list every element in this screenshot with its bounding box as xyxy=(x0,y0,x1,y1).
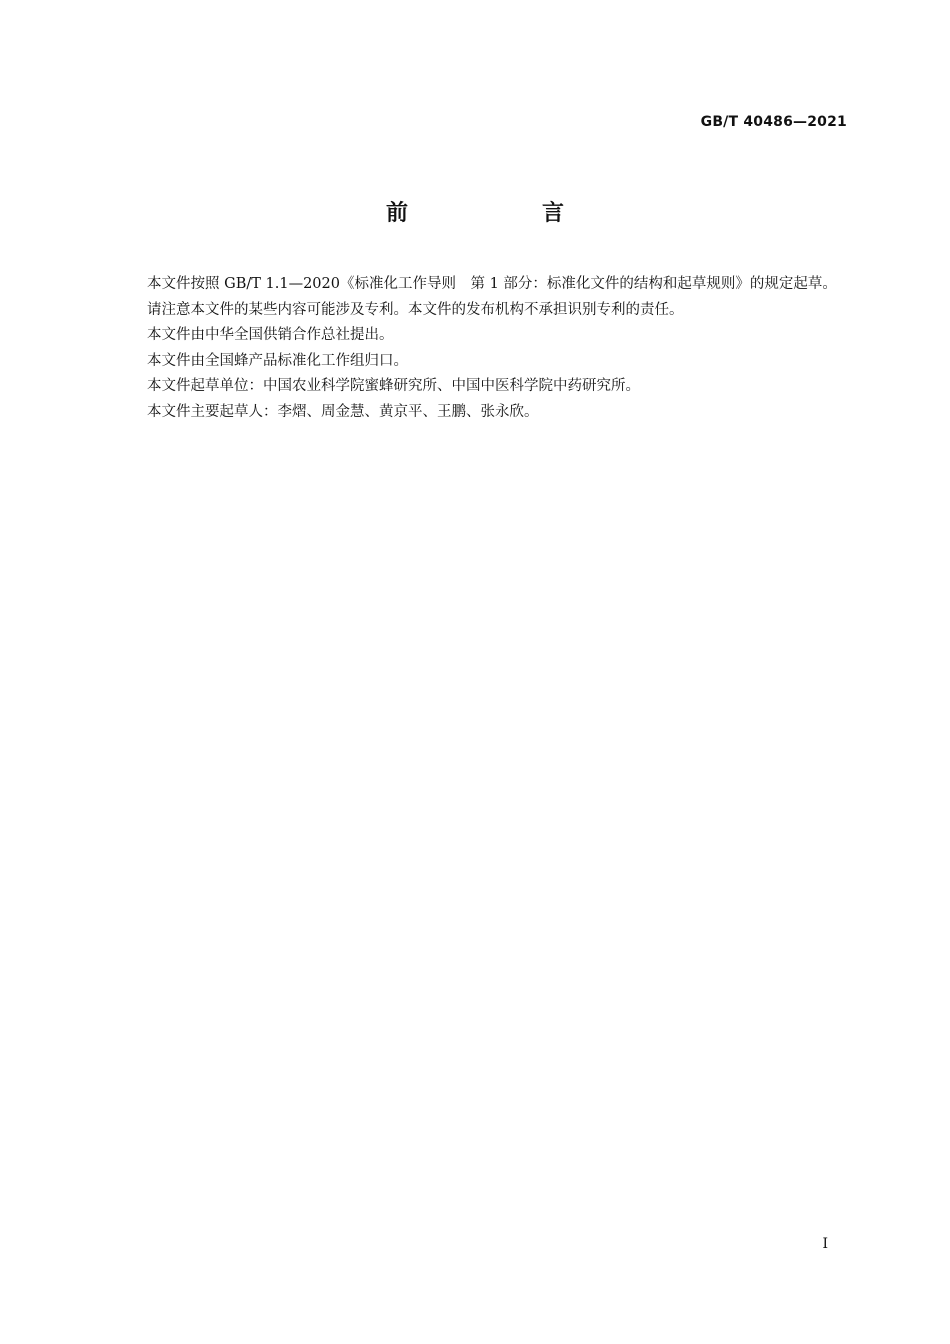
paragraph-proposer: 本文件由中华全国供销合作总社提出。 xyxy=(147,327,394,343)
standard-number: GB/T 40486—2021 xyxy=(700,114,847,130)
page-number: I xyxy=(822,1236,828,1252)
paragraph-drafting-rules: 本文件按照 GB/T 1.1—2020《标准化工作导则 第 1 部分：标准化文件的结构和起草规则》的规定起草。 xyxy=(147,276,837,292)
foreword-body xyxy=(115,272,849,425)
paragraph-main-drafters: 本文件主要起草人：李熠、周金慧、黄京平、王鹏、张永欣。 xyxy=(147,403,539,420)
paragraph-technical-committee: 本文件由全国蜂产品标准化工作组归口。 xyxy=(147,352,408,369)
paragraph-patent-notice: 请注意本文件的某些内容可能涉及专利。本文件的发布机构不承担识别专利的责任。 xyxy=(147,301,684,318)
section-title: 前 言 xyxy=(385,201,620,226)
paragraph-drafting-units: 本文件起草单位：中国农业科学院蜜蜂研究所、中国中医科学院中药研究所。 xyxy=(147,378,640,394)
